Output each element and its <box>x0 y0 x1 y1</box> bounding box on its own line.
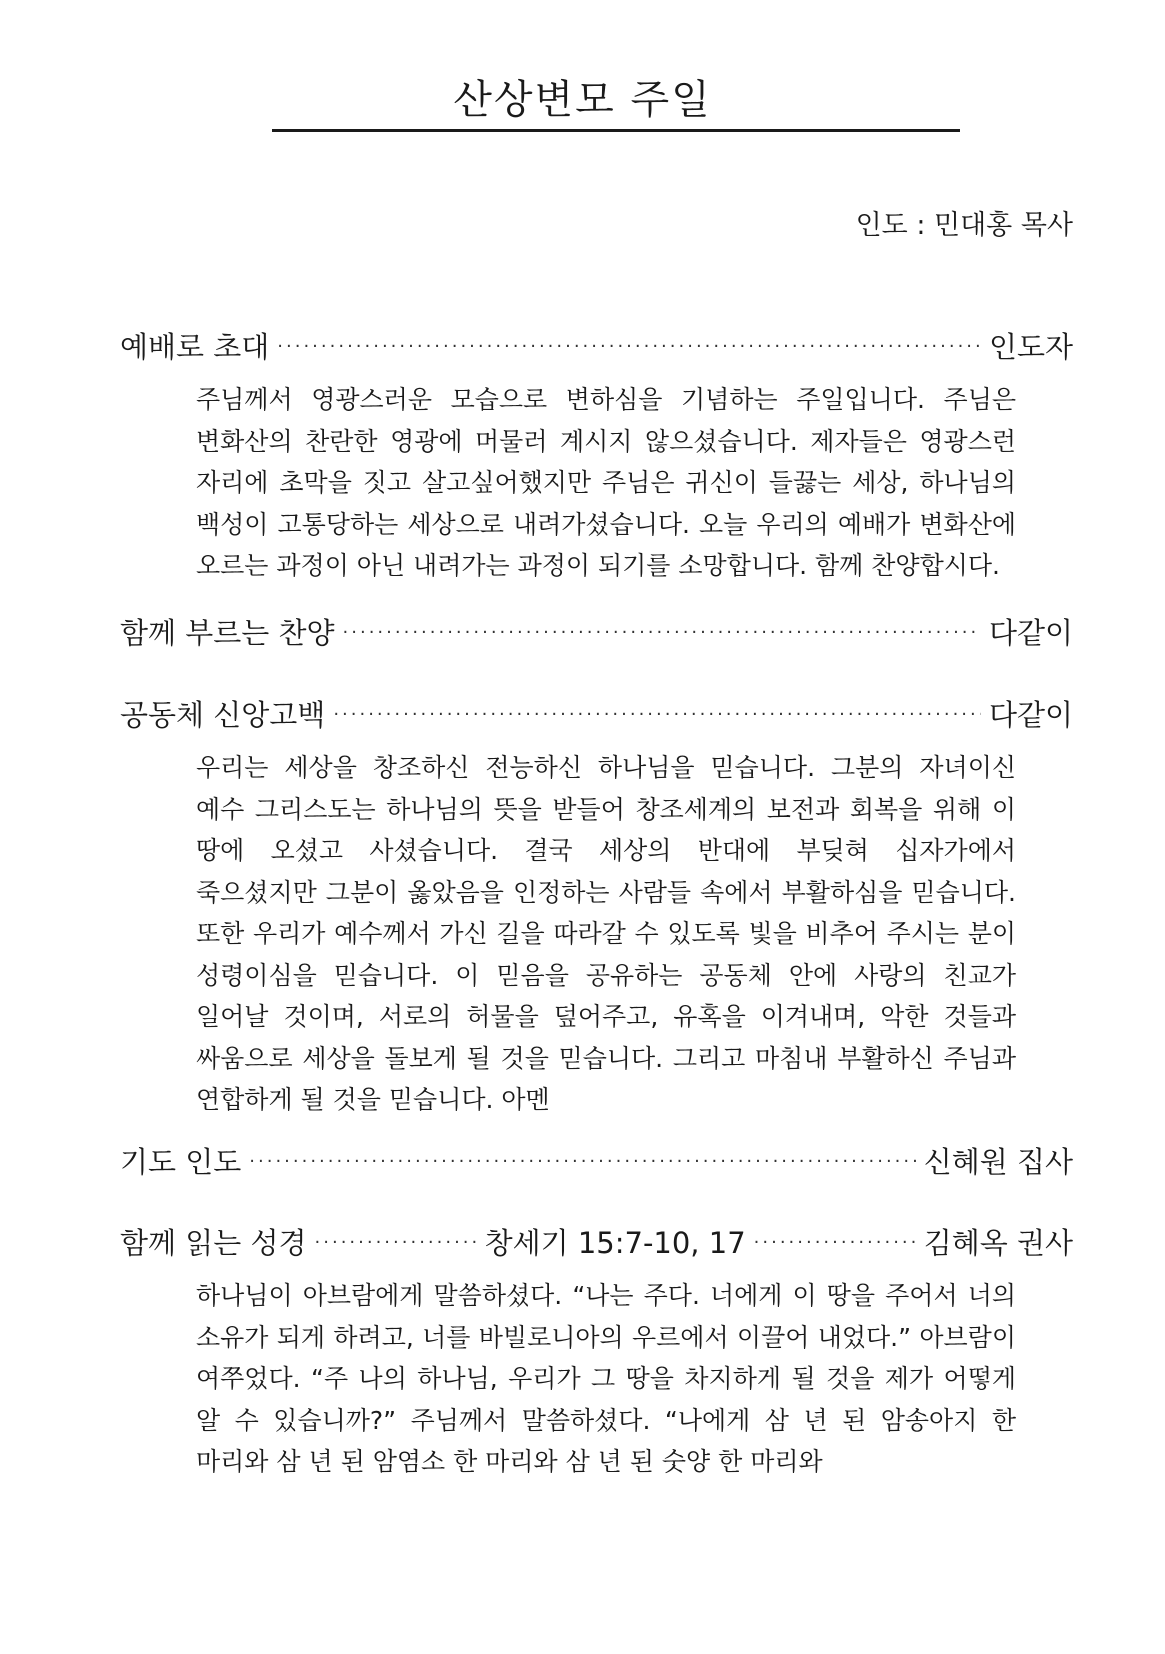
order-label: 함께 부르는 찬양 <box>120 616 335 650</box>
order-label: 공동체 신앙고백 <box>120 698 326 732</box>
dot-leader <box>333 694 981 736</box>
dot-leader <box>249 1141 915 1183</box>
order-line <box>120 694 1073 741</box>
dot-leader <box>315 1222 477 1264</box>
order-person: 신혜원 집사 <box>923 1145 1073 1179</box>
order-person: 인도자 <box>988 330 1073 364</box>
section-invitation <box>120 326 1073 587</box>
order-person: 김혜옥 권사 <box>923 1226 1073 1260</box>
section-body-text: 주님께서 영광스러운 모습으로 변하심을 기념하는 주일입니다. 주님은 변화산의 찬란한 영광에 머물러 계시지 않으셨습니다. 제자들은 영광스런 자리에 초막을 짓고 살고싶어했지만 주님은 귀신이 들끓는 세상, 하나님의 백성이 고통당하는 세상으로 내려가셨습니다. 오늘 우리의 예배가 변화산에 오르는 과정이 아닌 내려가는 과정이 되기를 소망합니다. 함께 찬양합시다. <box>196 385 1016 580</box>
section-scripture <box>120 1222 1073 1483</box>
order-person: 다같이 <box>988 698 1073 732</box>
section-confession <box>120 694 1073 1121</box>
page-title: 산상변모 주일 <box>453 77 712 123</box>
dot-leader <box>754 1222 916 1264</box>
worship-leader: 인도 : 민대홍 목사 <box>855 210 1073 241</box>
order-line <box>120 1141 1073 1188</box>
title-underline <box>272 129 960 132</box>
section-body-text: 우리는 세상을 창조하신 전능하신 하나님을 믿습니다. 그분의 자녀이신 예수 그리스도는 하나님의 뜻을 받들어 창조세계의 보전과 회복을 위해 이 땅에 오셨고 사셨습니다. 결국 세상의 반대에 부딪혀 십자가에서 죽으셨지만 그분이 옳았음을 인정하는 사람들 속에서 부활하심을 믿습니다. 또한 우리가 예수께서 가신 길을 따라갈 수 있도록 빛을 비추어 주시는 분이 성령이심을 믿습니다. 이 믿음을 공유하는 공동체 안에 사랑의 친교가 일어날 것이며, 서로의 허물을 덮어주고, 유혹을 이겨내며, 악한 것들과 싸움으로 세상을 돌보게 될 것을 믿습니다. 그리고 마침내 부활하신 주님과 연합하게 될 것을 믿습니다. 아멘 <box>196 753 1016 1114</box>
dot-leader <box>277 326 981 368</box>
order-label: 기도 인도 <box>120 1145 242 1179</box>
order-person: 다같이 <box>988 616 1073 650</box>
order-label: 예배로 초대 <box>120 330 270 364</box>
dot-leader <box>343 612 981 654</box>
order-line <box>120 612 1073 659</box>
section-prayer <box>120 1141 1073 1188</box>
section-body-text: 하나님이 아브람에게 말씀하셨다. “나는 주다. 너에게 이 땅을 주어서 너의 소유가 되게 하려고, 너를 바빌로니아의 우르에서 이끌어 내었다.” 아브람이 여쭈었다. “주 나의 하나님, 우리가 그 땅을 차지하게 될 것을 제가 어떻게 알 수 있습니까?” 주님께서 말씀하셨다. “나에게 삼 년 된 암송아지 한 마리와 삼 년 된 암염소 한 마리와 삼 년 된 숫양 한 마리와 <box>196 1281 1016 1476</box>
order-label: 함께 읽는 성경 <box>120 1226 307 1260</box>
scripture-reference: 창세기 15:7-10, 17 <box>484 1226 746 1260</box>
order-line <box>120 1222 1073 1269</box>
order-line <box>120 326 1073 373</box>
section-hymn <box>120 612 1073 659</box>
